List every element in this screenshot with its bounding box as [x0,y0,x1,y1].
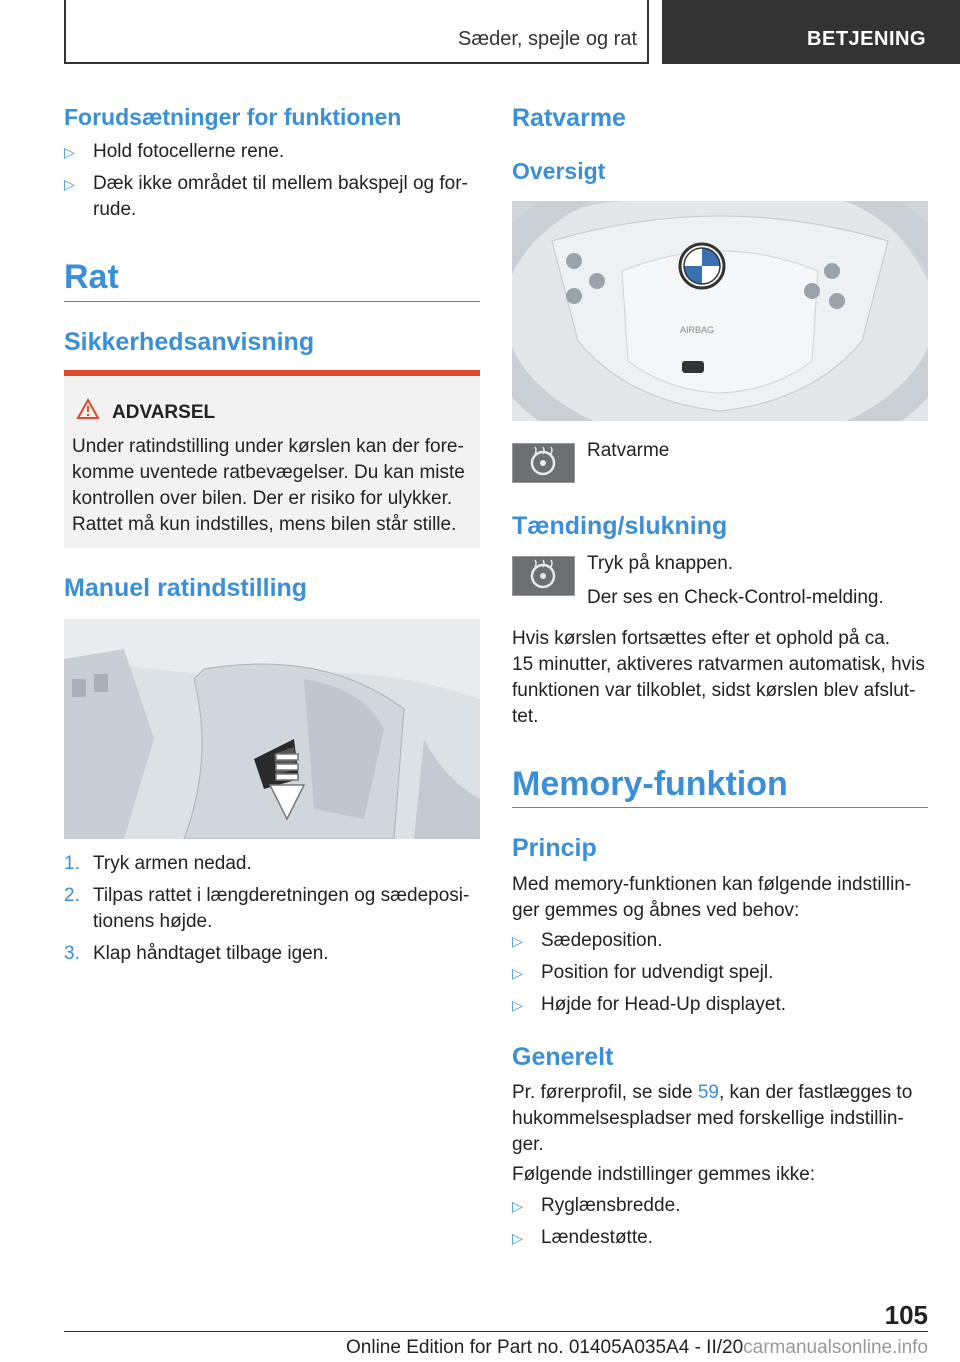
triangle-bullet-icon: ▷ [512,933,523,949]
warning-title: ADVARSEL [112,402,216,423]
section-heading-memory: Memory-funktion [512,765,788,803]
steering-column-image [64,619,480,839]
heading-rule [64,301,480,302]
svg-text:AIRBAG: AIRBAG [680,325,715,335]
watermark: carmanualsonline.info [743,1337,928,1358]
step-2: 2. Tilpas rattet i længderetningen og sædeposi- tionens højde. [64,885,470,932]
button-caption: Ratvarme [587,440,670,461]
warning-box [64,370,480,548]
princip-paragraph: Med memory-funktionen kan følgende indstillin- ger gemmes og åbnes ved behov: [512,874,912,921]
list-item: ▷ Ryglænsbredde. [512,1193,928,1219]
prereq-heading: Forudsætninger for funktionen [64,104,402,130]
toggle-heading: Tænding/slukning [512,512,728,540]
manual-adjust-heading: Manuel ratindstilling [64,574,308,602]
generelt-heading: Generelt [512,1043,614,1071]
list-item: ▷ Dæk ikke området til mellem bakspejl og for- [64,171,480,197]
header-chapter-tab [662,0,960,64]
header-chapter-label: BETJENING [807,28,926,50]
triangle-bullet-icon: ▷ [512,997,523,1013]
warning-body: Under ratindstilling under kørslen kan der fore- komme uventede ratbevægelser. Du kan miste kontrollen over bilen. Der er risiko for ulykker. Rattet må kun indstilles, mens bilen står stille. [72,436,465,535]
step-3: 3. Klap håndtaget tilbage igen. [64,943,329,964]
triangle-bullet-icon: ▷ [512,1230,523,1246]
triangle-bullet-icon: ▷ [64,144,75,160]
list-item: ▷ Højde for Head-Up displayet. [512,992,928,1018]
heated-steering-button-icon [512,443,575,483]
list-item-continuation: rude. [93,199,137,220]
heading-rule [512,807,928,808]
toggle-line-1: Tryk på knappen. [587,553,734,574]
auto-activation-paragraph: Hvis kørslen fortsættes efter et ophold på ca. 15 minutter, aktiveres ratvarmen automatisk, hvis funktionen var tilkoblet, sidst kørslen blev afslut- tet. [512,628,925,727]
list-item: ▷ Sædeposition. [512,928,928,954]
list-item: ▷ Hold fotocellerne rene. [64,139,480,165]
footer-edition: Online Edition for Part no. 01405A035A4 - II/20carmanualsonline.info [346,1337,928,1358]
princip-heading: Princip [512,834,597,862]
heated-steering-button-icon [512,556,575,596]
list-item: ▷ Lændestøtte. [512,1225,928,1251]
footer-rule [64,1331,928,1332]
header-section-box [64,0,649,64]
steering-wheel-image [512,201,928,421]
page-link[interactable]: 59 [697,1082,719,1103]
page-number: 105 [884,1300,928,1330]
header-section-title: Sæder, spejle og rat [458,28,637,50]
triangle-bullet-icon: ▷ [512,1198,523,1214]
generelt-paragraph: Pr. førerprofil, se side 59, kan der fastlægges to hukommelsespladser med forskellige indstillin- ger. [512,1082,913,1155]
ratvarme-heading: Ratvarme [512,104,626,132]
oversigt-heading: Oversigt [512,158,606,184]
not-saved-intro: Følgende indstillinger gemmes ikke: [512,1164,816,1185]
warning-triangle-icon [76,398,100,420]
list-item: ▷ Position for udvendigt spejl. [512,960,928,986]
triangle-bullet-icon: ▷ [512,965,523,981]
toggle-line-2: Der ses en Check-Control-melding. [587,587,884,608]
step-1: 1. Tryk armen nedad. [64,853,252,874]
safety-heading: Sikkerhedsanvisning [64,328,315,356]
triangle-bullet-icon: ▷ [64,176,75,192]
section-heading-rat: Rat [64,258,119,296]
